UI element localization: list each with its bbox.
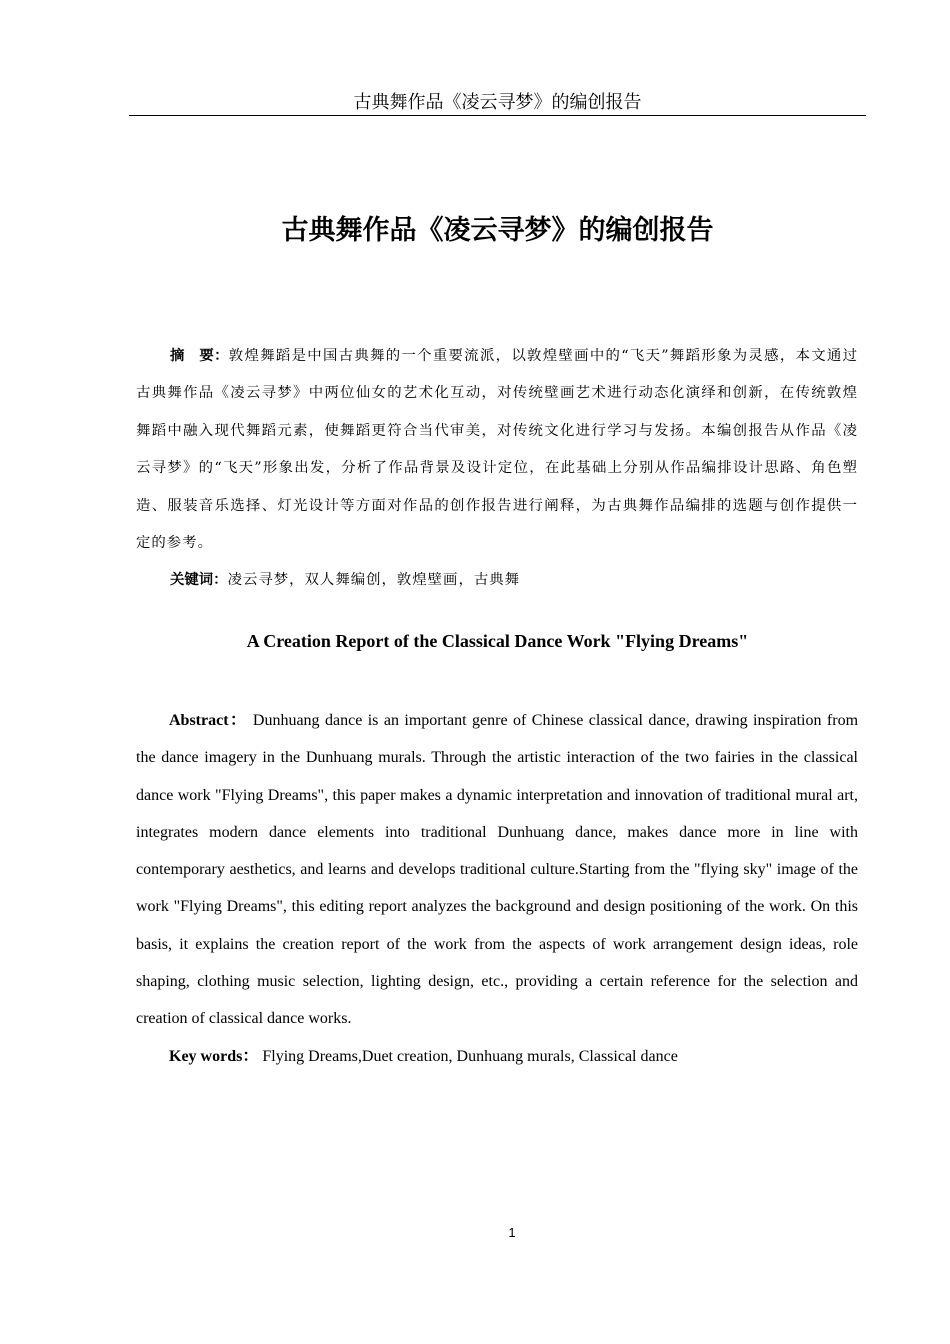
english-keywords-label: Key words： bbox=[169, 1047, 259, 1065]
english-abstract-section bbox=[136, 702, 858, 1075]
page-number: 1 bbox=[508, 1225, 516, 1240]
chinese-abstract-label: 摘 要： bbox=[170, 348, 229, 364]
header-rule bbox=[129, 115, 866, 116]
english-title: A Creation Report of the Classical Dance Work "Flying Dreams" bbox=[246, 631, 749, 651]
chinese-keywords-label: 关键词： bbox=[170, 572, 228, 589]
paper-title: 古典舞作品《凌云寻梦》的编创报告 bbox=[281, 215, 714, 246]
running-header: 古典舞作品《凌云寻梦》的编创报告 bbox=[353, 92, 642, 113]
english-keywords-text: Flying Dreams,Duet creation, Dunhuang murals, Classical dance bbox=[262, 1047, 678, 1065]
english-abstract bbox=[136, 702, 858, 1038]
chinese-abstract-section bbox=[136, 338, 858, 600]
chinese-keywords-text: 凌云寻梦，双人舞编创，敦煌壁画，古典舞 bbox=[227, 572, 521, 589]
chinese-keywords bbox=[136, 562, 858, 599]
chinese-abstract-text: 敦煌舞蹈是中国古典舞的一个重要流派，以敦煌壁画中的“飞天”舞蹈形象为灵感，本文通过古典舞作品《凌云寻梦》中两位仙女的艺术化互动，对传统壁画艺术进行动态化演绎和创新，在传统敦煌舞蹈中融入现代舞蹈元素，使舞蹈更符合当代审美，对传统文化进行学习与发扬。本编创报告从作品《凌云寻梦》的“飞天”形象出发，分析了作品背景及设计定位，在此基础上分别从作品编排设计思路、角色塑造、服装音乐选择、灯光设计等方面对作品的创作报告进行阐释，为古典舞作品编排的选题与创作提供一定的参考。 bbox=[136, 348, 858, 552]
english-keywords bbox=[136, 1038, 858, 1075]
chinese-abstract bbox=[136, 338, 858, 562]
english-abstract-label: Abstract： bbox=[169, 712, 248, 729]
english-abstract-text: Dunhuang dance is an important genre of Chinese classical dance, drawing inspiration from the dance imagery in the Dunhuang murals. Through the artistic interaction of the two fairies in the classical dance work "Flying Dreams", this paper makes a dynamic interpretation and innovation of traditional mural art, integrates modern dance elements into traditional Dunhuang dance, makes dance more in line with contemporary aesthetics, and learns and develops traditional culture.Starting from the "flying sky" image of the work "Flying Dreams", this editing report analyzes the background and design positioning of the work. On this basis, it explains the creation report of the work from the aspects of work arrangement design ideas, role shaping, clothing music selection, lighting design, etc., providing a certain reference for the selection and creation of classical dance works. bbox=[136, 712, 859, 1028]
